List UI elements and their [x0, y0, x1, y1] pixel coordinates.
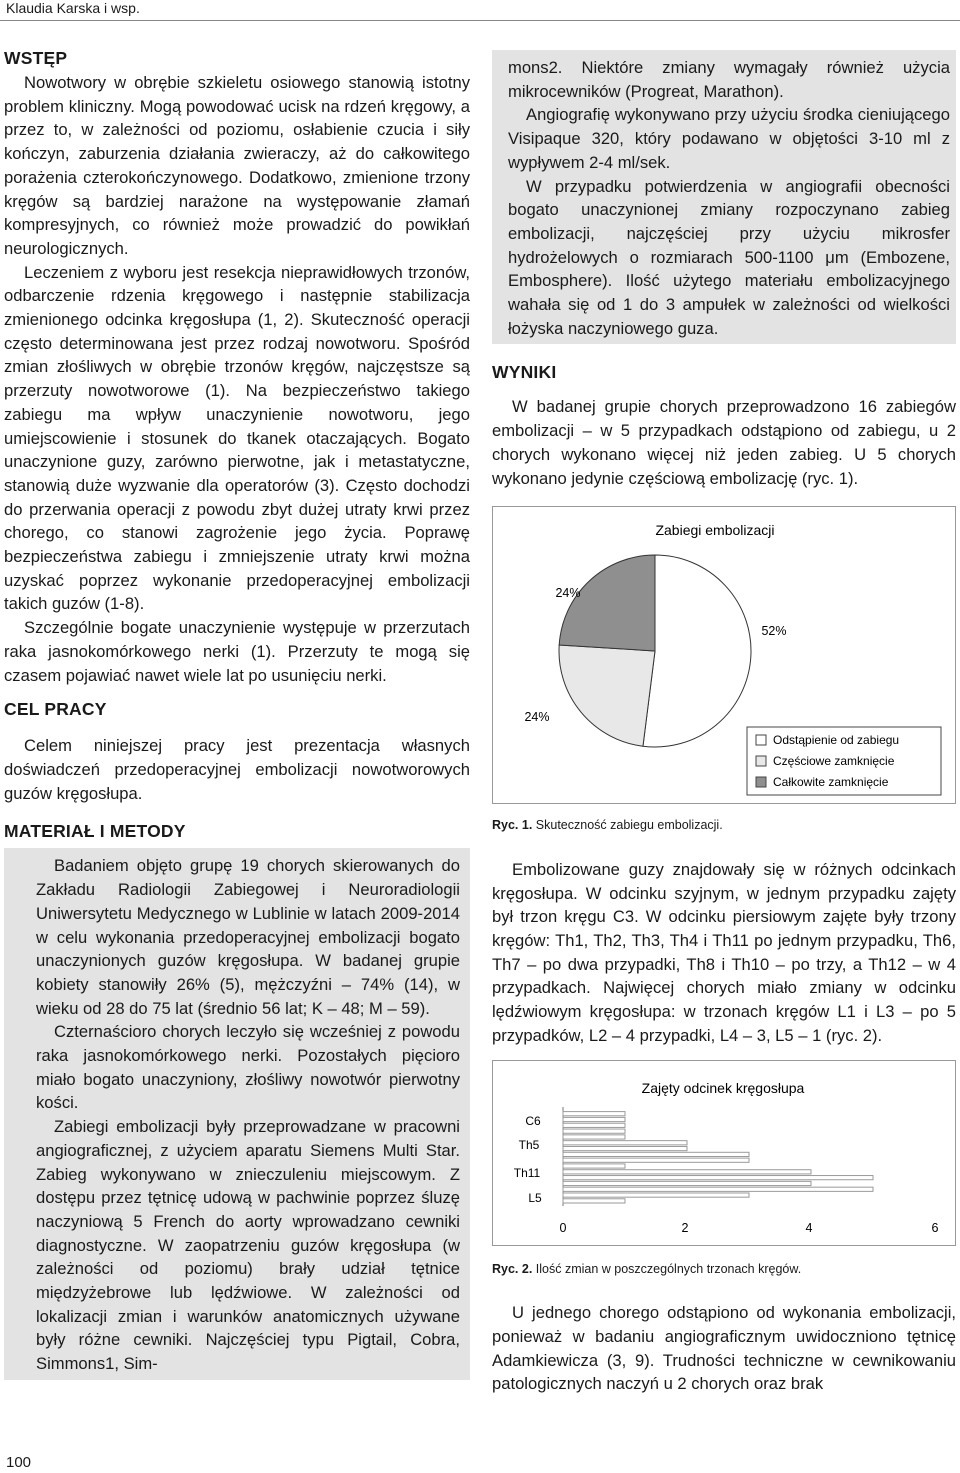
pie-label-czesciowe: 24%	[524, 710, 550, 725]
figure-1-pie-chart	[492, 506, 956, 804]
section-heading-material-i-metody: MATERIAŁ I METODY	[4, 821, 186, 842]
pie-label-odstapienie: 52%	[761, 624, 787, 639]
bar-th7	[563, 1146, 687, 1150]
right-column	[492, 48, 956, 1396]
y-tick-l5: L5	[528, 1190, 542, 1205]
bar-th2	[563, 1123, 625, 1127]
bar-l5	[563, 1198, 625, 1202]
bar-th11	[563, 1163, 625, 1167]
y-tick-th11: Th11	[513, 1165, 541, 1180]
caption-text: Ilość zmian w poszczególnych trzonach kręgów.	[532, 1261, 802, 1276]
paragraph: W badanej grupie chorych przeprowadzono 16 zabiegów embolizacji – w 5 przypadkach odstąpiono od zabiegu, u 2 chorych wykonano więcej niż jeden zabieg. U 5 chorych wykonano jedynie częściową embolizację (ryc. 1).	[492, 397, 956, 488]
paragraph: W przypadku potwierdzenia w angiografii obecności bogato unaczynionej zmiany rozpoczynano zabieg embolizacji, najczęściej przy użyciu mikrosfer hydrożelowych o rozmiarach 500-1100 μm (Embozene, Embosphere). Ilość użytego materiału embolizacyjnego wahała się od 1 do 3 ampułek w zależności od wielkości łożyska naczyniowego guza.	[508, 176, 950, 338]
paragraph: Angiografię wykonywano przy użyciu środka cieniującego Visipaque 320, który podawano w objętości 3-10 ml z wypływem 2-4 ml/sek.	[508, 105, 950, 172]
running-head: Klaudia Karska i wsp.	[6, 0, 140, 16]
chart-title: Zabiegi embolizacji	[655, 522, 775, 539]
paragraph: Leczeniem z wyboru jest resekcja nieprawidłowych trzonów, odbarczenie rdzenia kręgowego i następnie stabilizacja zmienionego odcinka kręgosłupa (1, 2). Skuteczność operacji często determinowana jest przez rodzaj nowotworu. Spośród zmian złośliwych w obrębie trzonów kręgów, najczęstsze są przerzuty nowotworowe (1). Na bezpieczeństwo takiego zabiegu ma wpływ unaczynienie nowotworu, jego umiejscowienie i stosunek do tkanek otaczających. Bogato unaczynione guzy, zarówno pierwotne, jak i metastatyczne, stanowią duże wyzwanie dla operatorów (3). Często dochodzi do przerwania operacji z powodu zbyt dużej utraty krwi przez chorego, co stanowi zagrożenie jego życia. Poprawę bezpieczeństwa zabiegu i zmniejszenie utraty krwi można uzyskać poprzez wykonanie przedoperacyjnej embolizacji takich guzów (1-8).	[4, 262, 470, 614]
bar-th1	[563, 1117, 625, 1121]
methods-box	[4, 848, 470, 1379]
pie-chart-svg	[493, 507, 955, 803]
caption-text: Skuteczność zabiegu embolizacji.	[532, 818, 723, 833]
bar-th4	[563, 1134, 625, 1138]
paragraph: Nowotwory w obrębie szkieletu osiowego stanowią istotny problem kliniczny. Mogą powodować ucisk na rdzeń kręgowy, a przez to, w zależności od poziomu, osłabienie czucia i siły kończyn, zaburzenia działania zwieraczy, aż do całkowitego porażenia czterokończynowego. Dodatkowo, zmienione trzony kręgów są bardziej narażone na występowanie złamań kompresyjnych, co również może prowadzić do powikłań neurologicznych.	[4, 73, 470, 258]
pie-legend	[747, 727, 941, 795]
chart-title: Zajęty odcinek kręgosłupa	[641, 1079, 805, 1096]
bar-chart-svg	[493, 1061, 955, 1245]
paragraph: Celem niniejszej pracy jest prezentacja własnych doświadczeń przedoperacyjnej embolizacji nowotworowych guzów kręgosłupa.	[4, 736, 470, 803]
y-tick-th5: Th5	[518, 1137, 540, 1152]
bar-l2	[563, 1181, 811, 1185]
legend-label-calkowite: Całkowite zamknięcie	[773, 775, 889, 790]
left-column	[4, 48, 470, 1380]
methods-box-continued	[492, 50, 956, 344]
bar-l4	[563, 1193, 749, 1197]
legend-swatch-odstapienie	[756, 735, 766, 745]
bar-l3	[563, 1187, 873, 1191]
y-tick-c6: C6	[525, 1113, 541, 1128]
figure-1-caption	[492, 814, 956, 838]
legend-swatch-czesciowe	[756, 756, 766, 766]
section-heading-wyniki: WYNIKI	[492, 362, 557, 383]
page-number: 100	[6, 1454, 32, 1471]
legend-swatch-calkowite	[756, 777, 766, 787]
x-tick-0: 0	[559, 1220, 567, 1235]
paragraph: Zabiegi embolizacji były przeprowadzane w pracowni angiograficznej, z użyciem aparatu Siemens Multi Star. Zabieg wykonywano w znieczuleniu miejscowym. Z dostępu przez tętnicę udową w pachwinie poprzez śluzę naczyniową 5 French do aorty wprowadzano cewniki diagnostyczne. W zaopatrzeniu guzów kręgosłupa (w zależności od poziomu) brały udział tętnice międzyżebrowe lub lędźwiowe. W zależności od lokalizacji zmian i warunków anatomicznych używane były różne cewniki. Najczęściej typu Pigtail, Cobra, Simmons1, Sim-	[36, 1117, 460, 1374]
paragraph: Czternaścioro chorych leczyło się wcześniej z powodu raka jasnokomórkowego nerki. Pozostałych pięcioro miało bogato unaczyniony, złośliwy nowotwór pierwotny kości.	[36, 1022, 460, 1113]
caption-label: Ryc. 2.	[492, 1261, 533, 1276]
figure-2-caption	[492, 1258, 956, 1282]
caption-label: Ryc. 1.	[492, 818, 533, 833]
legend-label-czesciowe: Częściowe zamknięcie	[773, 754, 895, 769]
bar-c3	[563, 1111, 625, 1115]
bar-th3	[563, 1129, 625, 1133]
x-tick-4: 4	[805, 1220, 813, 1235]
paragraph: mons2. Niektóre zmiany wymagały również użycia mikrocewników (Progreat, Marathon).	[508, 58, 950, 101]
header-rule	[0, 20, 960, 21]
x-tick-6: 6	[931, 1220, 939, 1235]
x-tick-2: 2	[681, 1220, 689, 1235]
bar-th10	[563, 1158, 749, 1162]
bar-th6	[563, 1140, 687, 1144]
figure-2-bar-chart	[492, 1060, 956, 1246]
paragraph: U jednego chorego odstąpiono od wykonania embolizacji, ponieważ w badaniu angiograficznym uwidoczniono tętnicę Adamkiewicza (3, 9). Trudności techniczne w cewnikowaniu patologicznych naczyń u 2 chorych oraz brak	[492, 1303, 956, 1394]
legend-label-odstapienie: Odstąpienie od zabiegu	[773, 733, 900, 748]
pie-label-calkowite: 24%	[555, 586, 581, 601]
paragraph: Embolizowane guzy znajdowały się w różnych odcinkach kręgosłupa. W odcinku szyjnym, w jednym przypadku zajęty był trzon kręgu C3. W odcinku piersiowym zajęte były trzony kręgów: Th1, Th2, Th3, Th4 i Th11 po jednym przypadku, Th6, Th7 – po dwa przypadki, Th8 i Th10 – po trzy, a Th12 – w 4 przypadkach. Najwięcej chorych miało zmiany w odcinku lędźwiowym kręgosłupa: w trzonach kręgów L1 i L3 – po 5 przypadków, L2 – 4 przypadki, L4 – 3, L5 – 1 (ryc. 2).	[492, 859, 956, 1045]
pie-slice-odstapienie	[643, 555, 751, 747]
paragraph: Szczególnie bogate unaczynienie występuje w przerzutach raka jasnokomórkowego nerki (1). Przerzuty te mogą się czasem pojawiać nawet wiele lat po usunięciu nerki.	[4, 618, 470, 685]
section-heading-wstep: WSTĘP	[4, 48, 68, 68]
paragraph: Badaniem objęto grupę 19 chorych skierowanych do Zakładu Radiologii Zabiegowej i Neuroradiologii Uniwersytetu Medycznego w Lublinie w latach 2009-2014 w celu wykonania przedoperacyjnej embolizacji bogato unaczynionych guzów kręgosłupa. W badanej grupie kobiety stanowiły 26% (5), mężczyźni – 74% (14), w wieku od 28 do 75 lat (średnio 56 lat; K – 48; M – 59).	[36, 856, 460, 1018]
bar-th8	[563, 1152, 749, 1156]
pie-slice-calkowite	[559, 555, 655, 651]
section-heading-cel-pracy: CEL PRACY	[4, 699, 107, 720]
bar-th12	[563, 1169, 811, 1173]
pie-slice-czesciowe	[559, 645, 655, 746]
bar-l1	[563, 1175, 873, 1179]
